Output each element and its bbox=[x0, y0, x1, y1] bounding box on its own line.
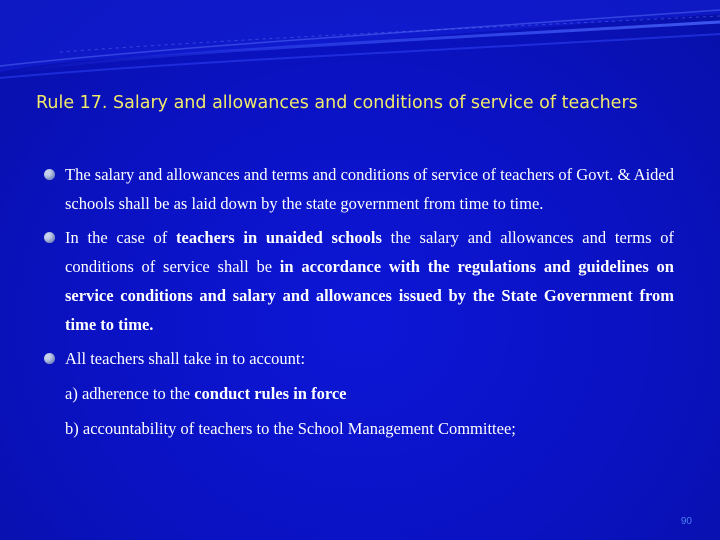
text-segment: a) adherence to the bbox=[65, 384, 195, 403]
text-segment: the salary and allowances and terms of conditions of service shall be bbox=[65, 228, 675, 276]
bullet-dot-icon bbox=[44, 353, 55, 364]
header-swoosh-decoration bbox=[0, 0, 720, 80]
bold-text-segment: in accordance with the regulations and guidelines on service conditions and salary and allowances issued by the State Government from time to time. bbox=[65, 257, 674, 334]
bullet-item bbox=[44, 223, 674, 339]
bullet-dot-icon bbox=[44, 169, 55, 180]
bullet-list bbox=[44, 160, 674, 447]
sub-item bbox=[44, 379, 674, 408]
text-segment: b) accountability of teachers to the School Management Committee; bbox=[65, 419, 516, 438]
bold-text-segment: teachers in unaided schools bbox=[176, 228, 382, 247]
bullet-item bbox=[44, 160, 674, 218]
slide-title: Rule 17. Salary and allowances and conditions of service of teachers bbox=[36, 93, 638, 113]
bullet-item bbox=[44, 344, 674, 373]
bullet-dot-icon bbox=[44, 232, 55, 243]
text-segment: In the case of bbox=[65, 228, 176, 247]
bold-text-segment: conduct rules in force bbox=[194, 384, 347, 403]
sub-item bbox=[44, 414, 674, 443]
text-segment: All teachers shall take in to account: bbox=[65, 349, 306, 368]
text-segment: The salary and allowances and terms and conditions of service of teachers of Govt. & Aided schools shall be as laid down by the state government from time to time. bbox=[65, 165, 674, 213]
page-number: 90 bbox=[680, 516, 692, 527]
